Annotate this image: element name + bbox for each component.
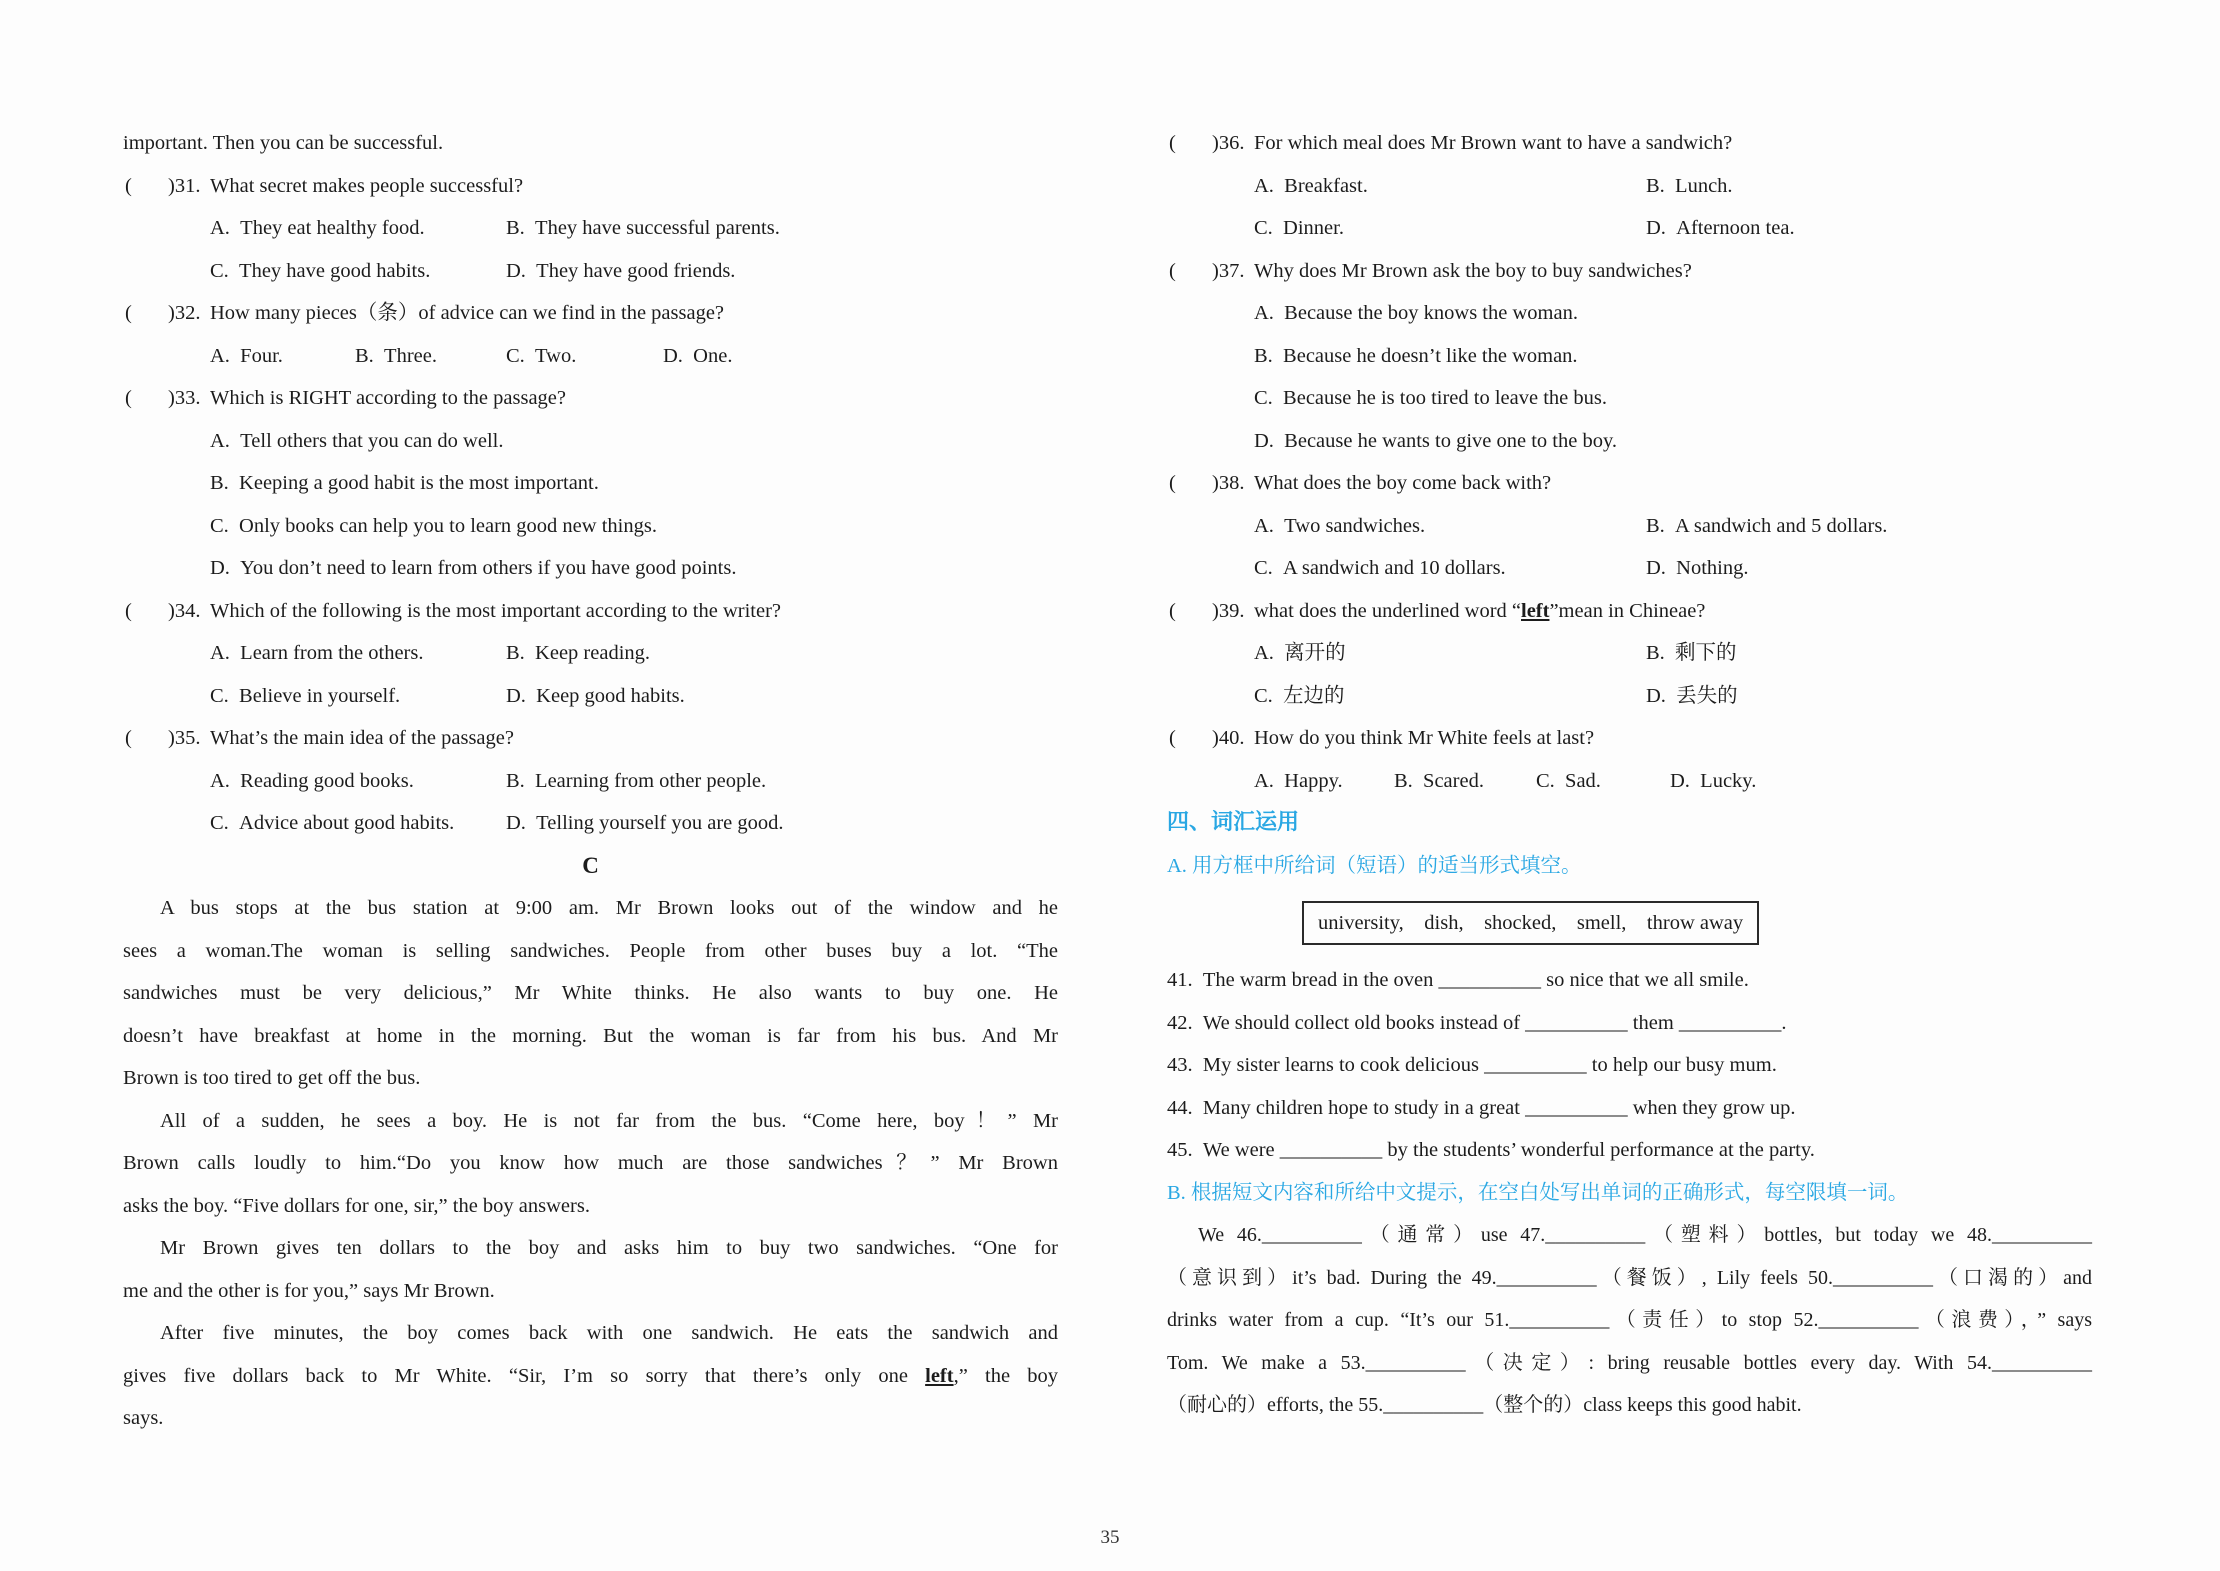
option-c: C. Advice about good habits. bbox=[210, 812, 455, 834]
question-32 bbox=[123, 292, 1058, 335]
option-d: D. Because he wants to give one to the boy. bbox=[1254, 429, 1618, 452]
question-34 bbox=[123, 590, 1058, 633]
cloze-line-5: （耐心的）efforts, the 55.__________（整个的）class keeps this good habit. bbox=[1167, 1394, 1802, 1416]
question-40-options bbox=[1167, 760, 2092, 803]
option-c: C. 左边的 bbox=[1254, 684, 1345, 707]
option-a: A. 离开的 bbox=[1254, 642, 1346, 664]
cloze-line-2: （意识到）it’s bad. During the 49.__________（餐饭）, Lily feels 50.__________（口渴的）and bbox=[1167, 1266, 2092, 1289]
passage-c-line: asks the boy. “Five dollars for one, sir,” the boy answers. bbox=[123, 1194, 590, 1217]
option-c: C. Dinner. bbox=[1254, 217, 1344, 239]
part-b-instruction: B. 根据短文内容和所给中文提示，在空白处写出单词的正确形式，每空限填一词。 bbox=[1167, 1181, 1909, 1204]
option-c: C. They have good habits. bbox=[210, 259, 431, 282]
option-a: A. Two sandwiches. bbox=[1254, 514, 1426, 537]
question-32-options bbox=[123, 335, 1058, 378]
option-b: B. They have successful parents. bbox=[506, 217, 780, 239]
option-c: C. Two. bbox=[506, 344, 577, 367]
word-box: university, dish, shocked, smell, throw away bbox=[1302, 901, 1759, 945]
passage-c-line: doesn’t have breakfast at home in the morning. But the woman is far from his bus. And Mr bbox=[123, 1024, 1058, 1047]
answer-bracket: ( bbox=[1169, 259, 1176, 282]
option-b: B. 剩下的 bbox=[1646, 642, 1737, 664]
question-39 bbox=[1167, 590, 2092, 633]
question-37-option-d bbox=[1167, 420, 2092, 463]
underlined-word-left: left bbox=[1521, 599, 1550, 622]
passage-c-line: me and the other is for you,” says Mr Brown. bbox=[123, 1279, 495, 1302]
question-33 bbox=[123, 377, 1058, 420]
passage-text: gives five dollars back to Mr White. “Sir, I’m so sorry that there’s only one bbox=[123, 1364, 926, 1387]
question-number: )38. bbox=[1212, 472, 1245, 494]
question-text bbox=[1254, 590, 2092, 633]
answer-bracket: ( bbox=[125, 302, 132, 324]
passage-c-line: says. bbox=[123, 1407, 164, 1429]
option-d: D. Keep good habits. bbox=[506, 684, 685, 707]
vocab-item-41: 41. The warm bread in the oven __________ so nice that we all smile. bbox=[1167, 969, 1749, 991]
question-31 bbox=[123, 165, 1058, 208]
question-number: )35. bbox=[168, 727, 201, 749]
vocab-item-44: 44. Many children hope to study in a great __________ when they grow up. bbox=[1167, 1096, 1796, 1119]
passage-text: ,” the boy bbox=[953, 1364, 1058, 1387]
vocab-item-42: 42. We should collect old books instead of __________ them __________. bbox=[1167, 1011, 1787, 1034]
question-40 bbox=[1167, 717, 2092, 760]
option-b: B. Because he doesn’t like the woman. bbox=[1254, 344, 1578, 367]
answer-bracket: ( bbox=[125, 599, 132, 622]
option-a: A. Because the boy knows the woman. bbox=[1254, 302, 1578, 324]
question-number: )31. bbox=[168, 174, 201, 197]
question-38-options-cd bbox=[1167, 547, 2092, 590]
option-a: A. Reading good books. bbox=[210, 769, 414, 792]
question-34-options-ab bbox=[123, 632, 1058, 675]
option-a: A. They eat healthy food. bbox=[210, 217, 425, 239]
question-33-option-b bbox=[123, 462, 1058, 505]
question-39-options-ab bbox=[1167, 632, 2092, 675]
passage-c-line: sees a woman.The woman is selling sandwiches. People from other buses buy a lot. “The bbox=[123, 939, 1058, 962]
option-b: B. Three. bbox=[355, 344, 437, 367]
right-column bbox=[1167, 122, 2092, 1427]
option-b: B. Scared. bbox=[1394, 769, 1484, 792]
option-b: B. Lunch. bbox=[1646, 174, 1733, 197]
passage-c-line: Brown calls loudly to him.“Do you know how much are those sandwiches？” Mr Brown bbox=[123, 1152, 1058, 1174]
answer-bracket: ( bbox=[125, 387, 132, 409]
continuation-text: important. Then you can be successful. bbox=[123, 132, 444, 154]
question-33-option-c bbox=[123, 505, 1058, 548]
question-37-option-b bbox=[1167, 335, 2092, 378]
option-b: B. A sandwich and 5 dollars. bbox=[1646, 514, 1888, 537]
section-4-title: 四、词汇运用 bbox=[1167, 810, 1300, 835]
question-text: What does the boy come back with? bbox=[1254, 472, 1552, 494]
underlined-word-left: left bbox=[925, 1364, 954, 1387]
question-34-options-cd bbox=[123, 675, 1058, 718]
answer-bracket: ( bbox=[1169, 472, 1176, 494]
question-text: For which meal does Mr Brown want to have a sandwich? bbox=[1254, 132, 1733, 154]
cloze-line-4: Tom. We make a 53.__________（决定）: bring reusable bottles every day. With 54.__________ bbox=[1167, 1351, 2092, 1374]
option-c: C. A sandwich and 10 dollars. bbox=[1254, 557, 1506, 579]
option-b: B. Learning from other people. bbox=[506, 769, 767, 792]
question-39-options-cd bbox=[1167, 675, 2092, 718]
option-a: A. Breakfast. bbox=[1254, 174, 1368, 197]
option-a: A. Happy. bbox=[1254, 769, 1343, 792]
option-c: C. Only books can help you to learn good new things. bbox=[210, 514, 657, 537]
question-33-option-d bbox=[123, 547, 1058, 590]
option-d: D. You don’t need to learn from others if you have good points. bbox=[210, 557, 737, 579]
question-37 bbox=[1167, 250, 2092, 293]
question-text-post: ”mean in Chineae? bbox=[1549, 599, 1706, 622]
answer-bracket: ( bbox=[125, 174, 132, 197]
passage-c-line: sandwiches must be very delicious,” Mr White thinks. He also wants to buy one. He bbox=[123, 982, 1058, 1004]
question-text: Why does Mr Brown ask the boy to buy sandwiches? bbox=[1254, 259, 1692, 282]
left-column bbox=[123, 122, 1058, 1440]
option-d: D. 丢失的 bbox=[1646, 684, 1738, 707]
option-c: C. Because he is too tired to leave the bus. bbox=[1254, 387, 1607, 409]
option-b: B. Keep reading. bbox=[506, 642, 651, 664]
cloze-passage bbox=[1167, 1214, 2092, 1427]
word-box-row bbox=[1167, 887, 2092, 959]
question-number: )37. bbox=[1212, 259, 1245, 282]
vocab-item-45: 45. We were __________ by the students’ wonderful performance at the party. bbox=[1167, 1139, 1815, 1161]
question-text: Which is RIGHT according to the passage? bbox=[210, 387, 566, 409]
page-number: 35 bbox=[1100, 1527, 1120, 1548]
answer-bracket: ( bbox=[1169, 599, 1176, 622]
passage-c-line bbox=[123, 1355, 1058, 1398]
question-text-pre: what does the underlined word “ bbox=[1254, 599, 1521, 622]
passage-c-line: A bus stops at the bus station at 9:00 am. Mr Brown looks out of the window and he bbox=[160, 897, 1058, 919]
question-33-option-a bbox=[123, 420, 1058, 463]
passage-c-heading: C bbox=[582, 852, 599, 878]
option-a: A. Four. bbox=[210, 344, 283, 367]
option-d: D. They have good friends. bbox=[506, 259, 736, 282]
question-35-options-ab bbox=[123, 760, 1058, 803]
option-a: A. Learn from the others. bbox=[210, 642, 424, 664]
part-a-instruction: A. 用方框中所给词（短语）的适当形式填空。 bbox=[1167, 854, 1582, 877]
question-number: )33. bbox=[168, 387, 201, 409]
passage-c-line: After five minutes, the boy comes back with one sandwich. He eats the sandwich and bbox=[160, 1322, 1058, 1344]
option-d: D. Lucky. bbox=[1670, 769, 1757, 792]
question-35 bbox=[123, 717, 1058, 760]
question-number: )39. bbox=[1212, 599, 1245, 622]
question-number: )36. bbox=[1212, 132, 1245, 154]
question-text: How do you think Mr White feels at last? bbox=[1254, 727, 1595, 749]
question-36 bbox=[1167, 122, 2092, 165]
passage-c-line: Brown is too tired to get off the bus. bbox=[123, 1067, 421, 1089]
vocab-item-43: 43. My sister learns to cook delicious __________ to help our busy mum. bbox=[1167, 1054, 1777, 1076]
option-c: C. Sad. bbox=[1536, 769, 1601, 792]
question-38 bbox=[1167, 462, 2092, 505]
question-text: What secret makes people successful? bbox=[210, 174, 524, 197]
question-31-options-ab bbox=[123, 207, 1058, 250]
question-number: )40. bbox=[1212, 727, 1245, 749]
question-text: Which of the following is the most important according to the writer? bbox=[210, 599, 782, 622]
option-a: A. Tell others that you can do well. bbox=[210, 429, 504, 452]
option-c: C. Believe in yourself. bbox=[210, 684, 401, 707]
question-37-option-c bbox=[1167, 377, 2092, 420]
option-d: D. Afternoon tea. bbox=[1646, 217, 1795, 239]
cloze-line-3: drinks water from a cup. “It’s our 51.__________（责任）to stop 52.__________（浪费），” says bbox=[1167, 1309, 2092, 1331]
question-number: )34. bbox=[168, 599, 201, 622]
option-d: D. Telling yourself you are good. bbox=[506, 812, 784, 834]
passage-c-line: All of a sudden, he sees a boy. He is not far from the bus. “Come here, boy！” Mr bbox=[160, 1109, 1058, 1132]
option-d: D. One. bbox=[663, 344, 733, 367]
answer-bracket: ( bbox=[1169, 727, 1176, 749]
question-text: What’s the main idea of the passage? bbox=[210, 727, 514, 749]
question-31-options-cd bbox=[123, 250, 1058, 293]
passage-c-line: Mr Brown gives ten dollars to the boy and asks him to buy two sandwiches. “One for bbox=[160, 1237, 1058, 1259]
question-text: How many pieces（条）of advice can we find in the passage? bbox=[210, 302, 725, 324]
question-36-options-cd bbox=[1167, 207, 2092, 250]
option-d: D. Nothing. bbox=[1646, 557, 1749, 579]
answer-bracket: ( bbox=[125, 727, 132, 749]
cloze-line-1: We 46.__________（通常）use 47.__________（塑料）bottles, but today we 48.__________ bbox=[1198, 1224, 2092, 1246]
question-38-options-ab bbox=[1167, 505, 2092, 548]
question-37-option-a bbox=[1167, 292, 2092, 335]
question-36-options-ab bbox=[1167, 165, 2092, 208]
answer-bracket: ( bbox=[1169, 132, 1176, 154]
option-b: B. Keeping a good habit is the most important. bbox=[210, 472, 599, 494]
question-35-options-cd bbox=[123, 802, 1058, 845]
question-number: )32. bbox=[168, 302, 201, 324]
